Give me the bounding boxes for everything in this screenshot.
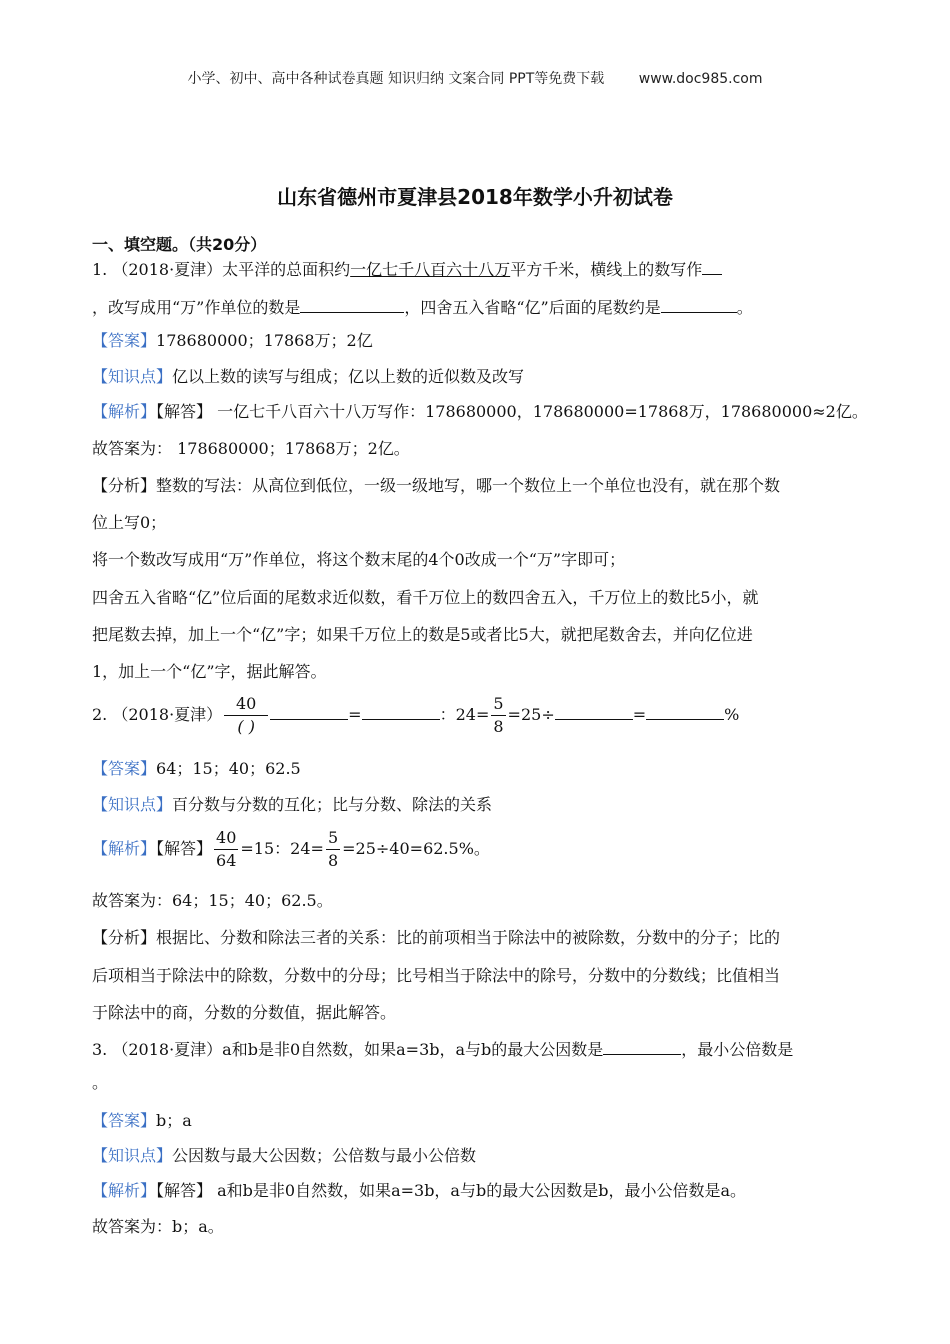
q1-l2b: ，四舍五入省略“亿”后面的尾数约是 — [404, 298, 661, 317]
q1-answer-text: 178680000；17868万；2亿 — [156, 331, 373, 350]
q2-answer — [92, 758, 301, 780]
q2-fenxi-line: 根据比、分数和除法三者的关系：比的前项相当于除法中的被除数，分数中的分子；比的 — [156, 928, 781, 947]
q1-prefix: 1. （2018·夏津）太平洋的总面积约 — [92, 260, 351, 279]
q3-knowledge — [92, 1145, 476, 1167]
sol-frac1-denominator: 64 — [216, 851, 237, 870]
sol-frac2-numerator: 5 — [326, 827, 340, 850]
q3-line1 — [92, 1038, 793, 1061]
analysis-tag: 【解析】 — [92, 839, 157, 858]
q2-prefix: 2. （2018·夏津） — [92, 705, 223, 724]
knowledge-tag: 【知识点】 — [92, 795, 173, 814]
q1-mid: 平方千米，横线上的数写作 — [510, 260, 703, 279]
q3-prefix: 3. （2018·夏津）a和b是非0自然数，如果a=3b，a与b的最大公因数是 — [92, 1040, 604, 1059]
q2-fenxi-1 — [92, 927, 780, 949]
q1-fenxi-5: 把尾数去掉，加上一个“亿”字；如果千万位上的数是5或者比5大，就把尾数舍去，并向亿位进 — [92, 625, 753, 644]
fenxi-tag: 【分析】 — [92, 928, 157, 947]
q2-sol-label: 【解答】 — [156, 839, 213, 858]
q2-conclusion: 故答案为：64；15；40；62.5。 — [92, 891, 333, 910]
q2-div: =25÷ — [507, 705, 555, 724]
section-heading: 一、填空题。（共20分） — [92, 235, 267, 254]
q3-mid: ，最小公倍数是 — [681, 1040, 794, 1059]
q2-fenxi-2: 后项相当于除法中的除数，分数中的分母；比号相当于除法中的除号，分数中的分数线；比值相当 — [92, 966, 781, 985]
q1-line1 — [92, 258, 722, 281]
q2-knowledge-text: 百分数与分数的互化；比与分数、除法的关系 — [172, 795, 493, 814]
q1-answer — [92, 330, 373, 352]
q1-fenxi-6: 1，加上一个“亿”字，据此解答。 — [92, 662, 327, 681]
q1-knowledge — [92, 366, 524, 388]
q2-sol-end: =25÷40=62.5%。 — [342, 839, 490, 858]
q2-knowledge — [92, 794, 492, 816]
q1-knowledge-text: 亿以上数的读写与组成；亿以上数的近似数及改写 — [172, 367, 525, 386]
q2-sol-fraction-2 — [326, 827, 340, 872]
q1-conclusion: 故答案为： 178680000；17868万；2亿。 — [92, 439, 410, 458]
q3-conclusion: 故答案为：b；a。 — [92, 1217, 224, 1236]
analysis-tag: 【解析】 — [92, 1181, 157, 1200]
q1-fenxi-4: 四舍五入省略“亿”位后面的尾数求近似数，看千万位上的数四舍五入，千万位上的数比5小，就 — [92, 588, 759, 607]
q3-answer — [92, 1110, 192, 1132]
q3-blank-1[interactable] — [603, 1038, 681, 1055]
q2-fraction-1 — [224, 693, 268, 738]
q2-sol-mid: =15：24= — [240, 839, 324, 858]
q1-l2a: ，改写成用“万”作单位的数是 — [92, 298, 301, 317]
q2-blank-1[interactable] — [270, 703, 348, 720]
q1-fenxi-3: 将一个数改写成用“万”作单位，将这个数末尾的4个0改成一个“万”字即可； — [92, 550, 626, 569]
q1-underlined: 一亿七千八百六十八万 — [350, 260, 511, 279]
q1-fenxi-line: 整数的写法：从高位到低位，一级一级地写，哪一个数位上一个单位也没有，就在那个数 — [156, 476, 781, 495]
sol-frac1-numerator: 40 — [214, 827, 238, 850]
analysis-tag: 【解析】 — [92, 402, 157, 421]
q2-fenxi-3: 于除法中的商，分数的分数值，据此解答。 — [92, 1003, 397, 1022]
q3-answer-text: b；a — [156, 1111, 192, 1130]
q2-percent: % — [724, 705, 740, 724]
q2-colon: ：24= — [439, 705, 490, 724]
q2-fraction-2 — [491, 693, 505, 738]
q2-sol-fraction-1 — [214, 827, 238, 872]
q1-analysis-text: 【解答】 一亿七千八百六十八万写作：178680000，178680000=17868万，178680000≈2亿。 — [156, 402, 868, 421]
q2-answer-text: 64；15；40；62.5 — [156, 759, 301, 778]
q3-analysis-text: 【解答】 a和b是非0自然数，如果a=3b，a与b的最大公因数是b，最小公倍数是a。 — [156, 1181, 746, 1200]
q3-line2: 。 — [92, 1073, 109, 1092]
page-title: 山东省德州市夏津县2018年数学小升初试卷 — [277, 185, 673, 209]
q1-analysis — [92, 401, 868, 423]
header-text: 小学、初中、高中各种试卷真题 知识归纳 文案合同 PPT等免费下载 — [187, 71, 605, 87]
answer-tag: 【答案】 — [92, 1111, 157, 1130]
frac2-numerator: 5 — [491, 693, 505, 716]
fenxi-tag: 【分析】 — [92, 476, 157, 495]
q3-knowledge-text: 公因数与最大公因数；公倍数与最小公倍数 — [172, 1146, 477, 1165]
header-url[interactable]: www.doc985.com — [638, 71, 763, 87]
frac1-denominator: ( ) — [237, 717, 255, 736]
q1-fenxi-1 — [92, 475, 780, 497]
q1-blank-1[interactable] — [702, 258, 722, 275]
q1-line2 — [92, 296, 753, 319]
knowledge-tag: 【知识点】 — [92, 367, 173, 386]
q2-blank-4[interactable] — [646, 703, 724, 720]
answer-tag: 【答案】 — [92, 759, 157, 778]
q2-analysis — [92, 827, 490, 872]
q2-line1 — [92, 693, 739, 738]
q1-blank-2[interactable] — [300, 296, 404, 313]
knowledge-tag: 【知识点】 — [92, 1146, 173, 1165]
q1-l2c: 。 — [736, 298, 753, 317]
frac1-numerator: 40 — [224, 693, 268, 716]
q3-analysis — [92, 1180, 746, 1202]
answer-tag: 【答案】 — [92, 331, 157, 350]
sol-frac2-denominator: 8 — [327, 851, 339, 870]
q2-eq-2: = — [632, 705, 647, 724]
frac2-denominator: 8 — [493, 717, 504, 736]
q1-blank-3[interactable] — [661, 296, 737, 313]
q2-blank-2[interactable] — [362, 703, 440, 720]
q1-fenxi-2: 位上写0； — [92, 513, 167, 532]
page-header — [0, 68, 950, 88]
q2-blank-3[interactable] — [555, 703, 633, 720]
q2-eq: = — [348, 705, 362, 724]
